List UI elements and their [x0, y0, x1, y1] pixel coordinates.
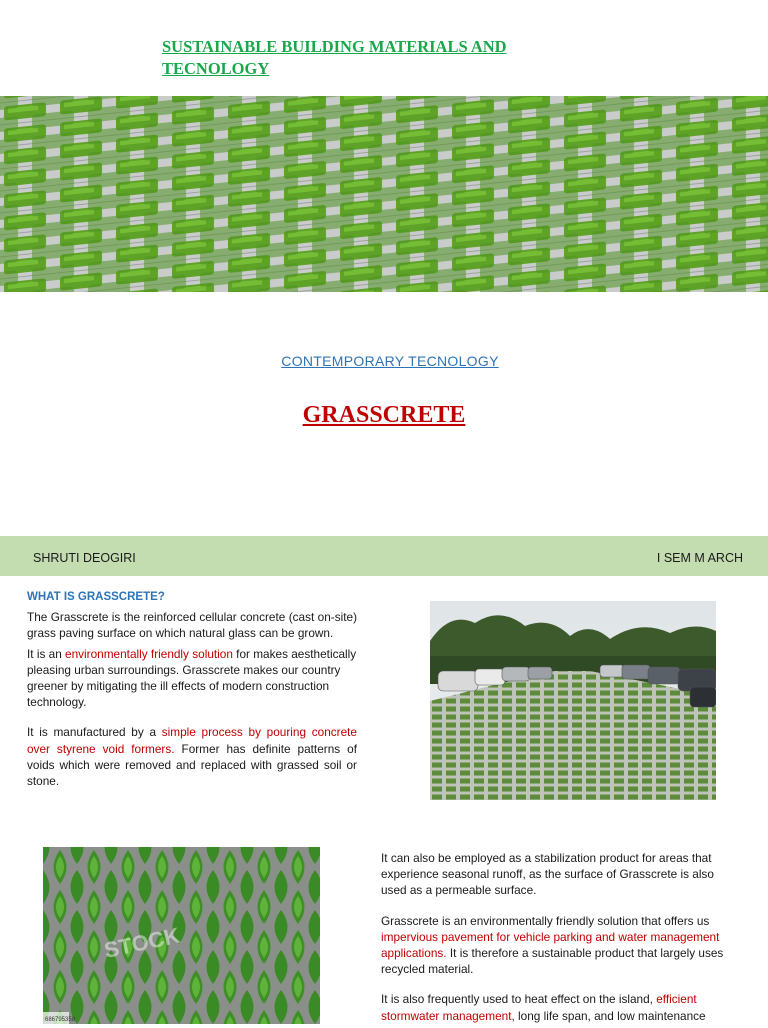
right-text-column — [381, 850, 733, 1028]
paragraph-pavement — [381, 913, 733, 978]
course-label: I SEM M ARCH — [656, 551, 743, 565]
stock-id: 686795358 — [45, 1017, 76, 1023]
highlight-text: efficient stormwater management — [381, 992, 697, 1023]
text: Former has definite patterns of voids which were removed and replaced with grassed soil or stone. — [27, 741, 357, 789]
document-title — [162, 36, 582, 80]
text: for makes aesthetically pleasing urban surroundings. Grasscrete makes our country — [27, 646, 357, 677]
parking-lot-image — [430, 601, 716, 800]
paragraph-definition: The Grasscrete is the reinforced cellular concrete (cast on-site) grass paving surface on which natural glass can be grown. — [27, 610, 357, 641]
banner-photo — [0, 96, 768, 292]
paver-closeup-photo — [43, 847, 320, 1024]
highlight-text: impervious pavement for vehicle parking and water management applications. — [381, 929, 720, 961]
paragraph-manufacturing — [27, 724, 357, 789]
text: greener — [27, 679, 68, 694]
text: It is also frequently used to heat effect on the island, — [381, 992, 657, 1007]
paver-closeup-image — [43, 847, 320, 1024]
section-subtitle: CONTEMPORARY TECNOLOGY — [281, 353, 499, 369]
text: It is manufactured by a — [27, 725, 162, 740]
paragraph-stabilization: It can also be employed as a stabilization product for areas that experience seasonal runoff, as the surface of Grasscrete is also used as a permeable surface. — [381, 851, 714, 898]
title-line-1: SUSTAINABLE BUILDING MATERIALS AND — [162, 37, 507, 56]
paragraph-heat-island — [381, 991, 733, 1023]
author-name: SHRUTI DEOGIRI — [33, 551, 136, 565]
section-heading: WHAT IS GRASSCRETE? — [27, 591, 165, 603]
highlight-text: simple process by pouring concrete over styrene void formers. — [27, 725, 357, 756]
banner-grass-paver-image — [0, 96, 768, 292]
text: Grasscrete is an environmentally friendly solution that offers us — [381, 913, 710, 928]
left-text-column — [27, 589, 357, 793]
stock-watermark: STOCK — [102, 922, 183, 963]
text: It is an — [27, 646, 66, 661]
main-title: GRASSCRETE — [302, 402, 466, 428]
text: , long life span, and low maintenance — [511, 1008, 706, 1023]
parking-lot-photo — [430, 601, 716, 800]
highlight-text: environmentally friendly solution — [65, 646, 233, 661]
paragraph-benefits — [27, 646, 357, 711]
title-line-2: TECNOLOGY — [162, 59, 270, 78]
text: modern construction technology. — [27, 679, 330, 710]
text: by mitigating the ill effects of — [67, 679, 223, 694]
text: It is therefore a sustainable product that largely uses recycled material. — [381, 946, 724, 977]
